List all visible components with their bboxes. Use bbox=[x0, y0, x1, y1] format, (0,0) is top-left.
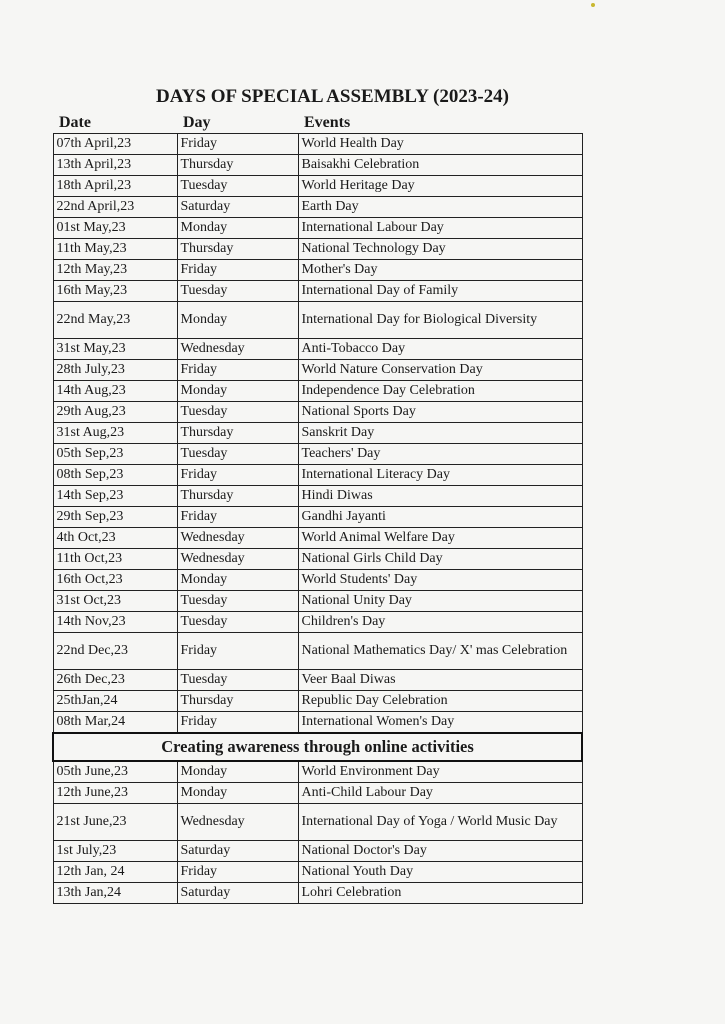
event-cell: Children's Day bbox=[298, 612, 582, 633]
event-cell: World Environment Day bbox=[298, 761, 582, 783]
date-cell: 07th April,23 bbox=[53, 134, 177, 155]
day-cell: Tuesday bbox=[177, 176, 298, 197]
day-cell: Wednesday bbox=[177, 528, 298, 549]
table-row bbox=[53, 633, 582, 670]
date-cell: 22nd April,23 bbox=[53, 197, 177, 218]
event-cell: International Literacy Day bbox=[298, 465, 582, 486]
day-cell: Monday bbox=[177, 218, 298, 239]
table-row bbox=[53, 783, 582, 804]
date-cell: 28th July,23 bbox=[53, 360, 177, 381]
online-heading: Creating awareness through online activities bbox=[53, 733, 582, 761]
table-row bbox=[53, 402, 582, 423]
table-row bbox=[53, 218, 582, 239]
day-cell: Monday bbox=[177, 302, 298, 339]
day-cell: Saturday bbox=[177, 883, 298, 904]
event-cell: World Nature Conservation Day bbox=[298, 360, 582, 381]
date-cell: 26th Dec,23 bbox=[53, 670, 177, 691]
event-cell: Hindi Diwas bbox=[298, 486, 582, 507]
day-cell: Wednesday bbox=[177, 339, 298, 360]
day-cell: Friday bbox=[177, 134, 298, 155]
table-row bbox=[53, 507, 582, 528]
date-cell: 22nd May,23 bbox=[53, 302, 177, 339]
table-row bbox=[53, 465, 582, 486]
event-cell: Teachers' Day bbox=[298, 444, 582, 465]
day-cell: Friday bbox=[177, 712, 298, 734]
table-row bbox=[53, 841, 582, 862]
event-cell: Gandhi Jayanti bbox=[298, 507, 582, 528]
day-cell: Saturday bbox=[177, 841, 298, 862]
table-row bbox=[53, 381, 582, 402]
date-cell: 05th Sep,23 bbox=[53, 444, 177, 465]
date-cell: 12th June,23 bbox=[53, 783, 177, 804]
date-cell: 05th June,23 bbox=[53, 761, 177, 783]
day-cell: Friday bbox=[177, 507, 298, 528]
table-row bbox=[53, 360, 582, 381]
date-cell: 16th May,23 bbox=[53, 281, 177, 302]
event-cell: Baisakhi Celebration bbox=[298, 155, 582, 176]
event-cell: Anti-Child Labour Day bbox=[298, 783, 582, 804]
day-cell: Thursday bbox=[177, 423, 298, 444]
event-cell: Earth Day bbox=[298, 197, 582, 218]
day-cell: Tuesday bbox=[177, 670, 298, 691]
table-row bbox=[53, 444, 582, 465]
day-cell: Thursday bbox=[177, 155, 298, 176]
header-events: Events bbox=[298, 113, 582, 134]
event-cell: International Labour Day bbox=[298, 218, 582, 239]
date-cell: 12th May,23 bbox=[53, 260, 177, 281]
event-cell: National Technology Day bbox=[298, 239, 582, 260]
date-cell: 16th Oct,23 bbox=[53, 570, 177, 591]
table-row bbox=[53, 281, 582, 302]
day-cell: Wednesday bbox=[177, 549, 298, 570]
day-cell: Monday bbox=[177, 761, 298, 783]
day-cell: Thursday bbox=[177, 691, 298, 712]
page-title: DAYS OF SPECIAL ASSEMBLY (2023-24) bbox=[156, 86, 509, 107]
date-cell: 14th Nov,23 bbox=[53, 612, 177, 633]
day-cell: Tuesday bbox=[177, 402, 298, 423]
date-cell: 01st May,23 bbox=[53, 218, 177, 239]
day-cell: Thursday bbox=[177, 486, 298, 507]
event-cell: Sanskrit Day bbox=[298, 423, 582, 444]
table-row bbox=[53, 197, 582, 218]
table-row bbox=[53, 134, 582, 155]
date-cell: 08th Mar,24 bbox=[53, 712, 177, 734]
header-date: Date bbox=[53, 113, 177, 134]
table-row bbox=[53, 528, 582, 549]
table-row bbox=[53, 761, 582, 783]
table-row bbox=[53, 862, 582, 883]
day-cell: Monday bbox=[177, 381, 298, 402]
table-row bbox=[53, 239, 582, 260]
day-cell: Wednesday bbox=[177, 804, 298, 841]
date-cell: 29th Aug,23 bbox=[53, 402, 177, 423]
online-rows bbox=[53, 761, 582, 904]
day-cell: Saturday bbox=[177, 197, 298, 218]
date-cell: 29th Sep,23 bbox=[53, 507, 177, 528]
assembly-rows bbox=[53, 134, 582, 734]
day-cell: Friday bbox=[177, 360, 298, 381]
date-cell: 13th Jan,24 bbox=[53, 883, 177, 904]
date-cell: 4th Oct,23 bbox=[53, 528, 177, 549]
event-cell: International Day of Yoga / World Music Day bbox=[298, 804, 582, 841]
day-cell: Monday bbox=[177, 783, 298, 804]
event-cell: World Heritage Day bbox=[298, 176, 582, 197]
event-cell: National Unity Day bbox=[298, 591, 582, 612]
event-cell: National Girls Child Day bbox=[298, 549, 582, 570]
date-cell: 11th Oct,23 bbox=[53, 549, 177, 570]
event-cell: Anti-Tobacco Day bbox=[298, 339, 582, 360]
date-cell: 31st Oct,23 bbox=[53, 591, 177, 612]
day-cell: Thursday bbox=[177, 239, 298, 260]
date-cell: 22nd Dec,23 bbox=[53, 633, 177, 670]
table-row bbox=[53, 423, 582, 444]
date-cell: 31st May,23 bbox=[53, 339, 177, 360]
day-cell: Tuesday bbox=[177, 281, 298, 302]
date-cell: 18th April,23 bbox=[53, 176, 177, 197]
table-row bbox=[53, 691, 582, 712]
online-banner-row bbox=[53, 733, 582, 761]
table-row bbox=[53, 591, 582, 612]
table-row bbox=[53, 302, 582, 339]
event-cell: Lohri Celebration bbox=[298, 883, 582, 904]
table-row bbox=[53, 176, 582, 197]
day-cell: Tuesday bbox=[177, 591, 298, 612]
day-cell: Friday bbox=[177, 862, 298, 883]
event-cell: National Mathematics Day/ X' mas Celebration bbox=[298, 633, 582, 670]
table-row bbox=[53, 883, 582, 904]
table-row bbox=[53, 612, 582, 633]
date-cell: 25thJan,24 bbox=[53, 691, 177, 712]
date-cell: 31st Aug,23 bbox=[53, 423, 177, 444]
event-cell: Mother's Day bbox=[298, 260, 582, 281]
event-cell: International Day for Biological Diversity bbox=[298, 302, 582, 339]
event-cell: Veer Baal Diwas bbox=[298, 670, 582, 691]
date-cell: 08th Sep,23 bbox=[53, 465, 177, 486]
table-row bbox=[53, 339, 582, 360]
event-cell: World Health Day bbox=[298, 134, 582, 155]
date-cell: 14th Sep,23 bbox=[53, 486, 177, 507]
day-cell: Friday bbox=[177, 633, 298, 670]
date-cell: 13th April,23 bbox=[53, 155, 177, 176]
event-cell: National Sports Day bbox=[298, 402, 582, 423]
speck bbox=[591, 3, 595, 7]
table-row bbox=[53, 804, 582, 841]
table-row bbox=[53, 486, 582, 507]
header-day: Day bbox=[177, 113, 298, 134]
date-cell: 11th May,23 bbox=[53, 239, 177, 260]
header-row bbox=[53, 113, 582, 134]
day-cell: Tuesday bbox=[177, 612, 298, 633]
day-cell: Friday bbox=[177, 465, 298, 486]
table-row bbox=[53, 712, 582, 734]
event-cell: International Women's Day bbox=[298, 712, 582, 734]
day-cell: Monday bbox=[177, 570, 298, 591]
event-cell: World Students' Day bbox=[298, 570, 582, 591]
table-row bbox=[53, 570, 582, 591]
day-cell: Friday bbox=[177, 260, 298, 281]
day-cell: Tuesday bbox=[177, 444, 298, 465]
table-row bbox=[53, 549, 582, 570]
table-row bbox=[53, 670, 582, 691]
date-cell: 14th Aug,23 bbox=[53, 381, 177, 402]
event-cell: National Doctor's Day bbox=[298, 841, 582, 862]
event-cell: Independence Day Celebration bbox=[298, 381, 582, 402]
date-cell: 1st July,23 bbox=[53, 841, 177, 862]
table-row bbox=[53, 155, 582, 176]
event-cell: International Day of Family bbox=[298, 281, 582, 302]
date-cell: 21st June,23 bbox=[53, 804, 177, 841]
event-cell: Republic Day Celebration bbox=[298, 691, 582, 712]
date-cell: 12th Jan, 24 bbox=[53, 862, 177, 883]
assembly-table bbox=[52, 113, 583, 904]
table-row bbox=[53, 260, 582, 281]
event-cell: National Youth Day bbox=[298, 862, 582, 883]
event-cell: World Animal Welfare Day bbox=[298, 528, 582, 549]
